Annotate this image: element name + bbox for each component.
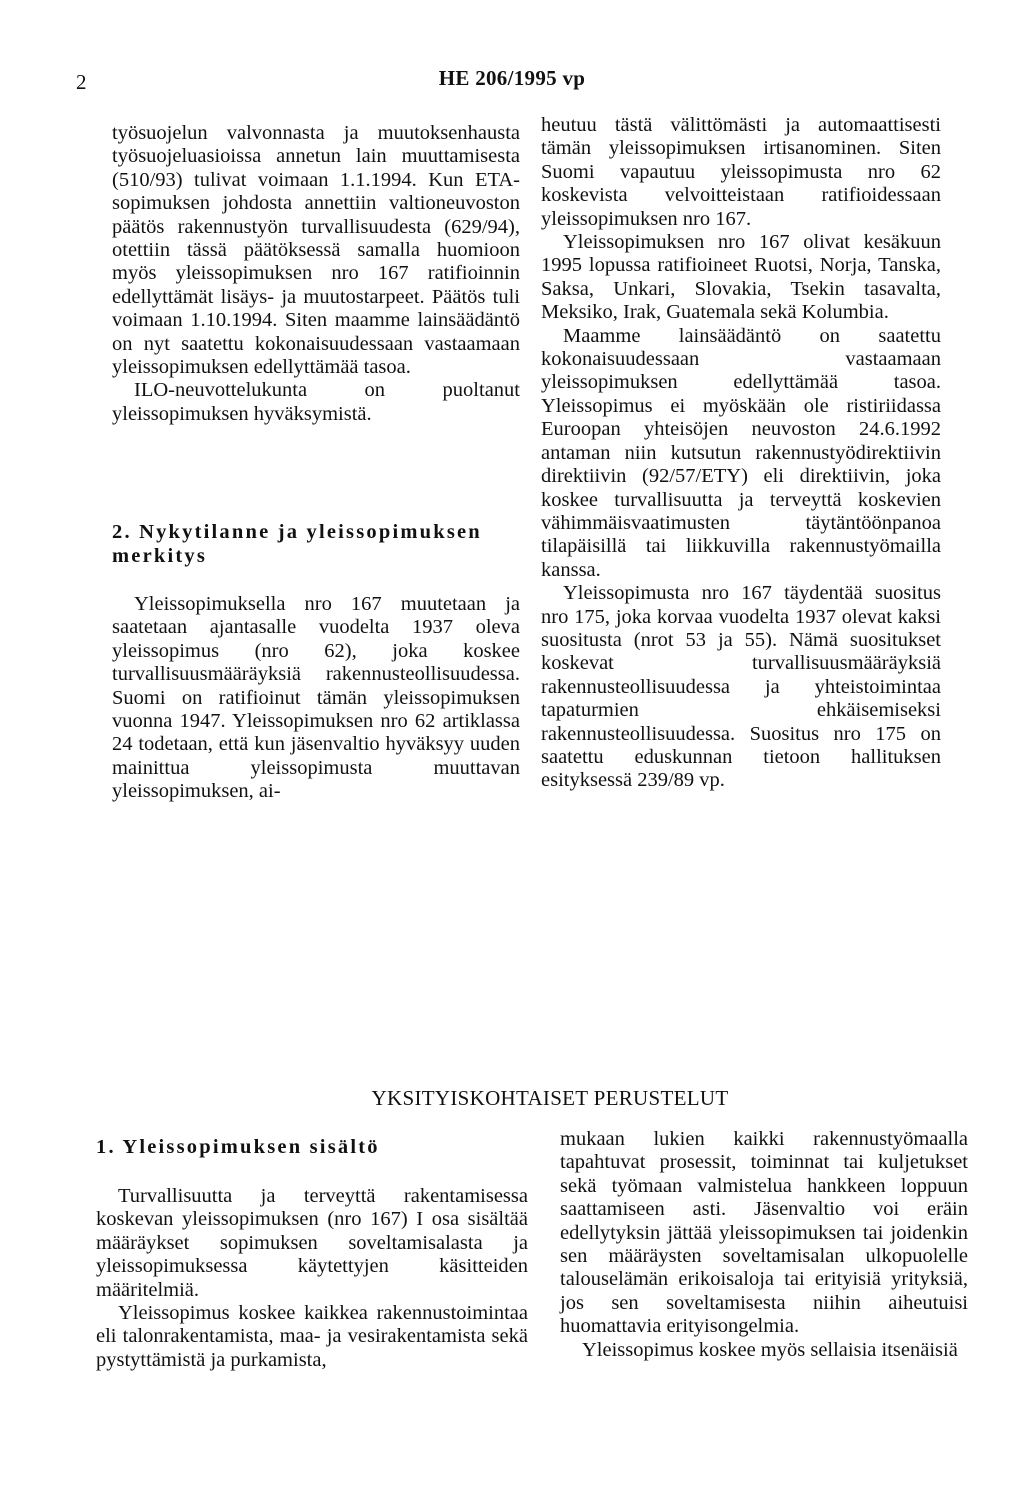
section-2-heading: 2. Nykytilanne ja yleissopimuksen merkitys bbox=[112, 521, 482, 567]
section-1-heading: 1. Yleissopimuksen sisältö bbox=[96, 1136, 380, 1158]
right-column-top bbox=[541, 114, 941, 793]
paragraph: Yleissopimusta nro 167 täydentää suositus nro 175, joka korvaa vuodelta 1937 olevat kaksi suositusta (nrot 53 ja 55). Nämä suositukset koskevat turvallisuusmääräyksiä rakennusteollisuudessa ja yhteistoimintaa tapaturmien ehkäisemiseksi rakennusteollisuudessa. Suositus nro 175 on saatettu eduskunnan tietoon hallituksen esityksessä 239/89 vp. bbox=[541, 582, 941, 792]
paragraph: Yleissopimus koskee myös sellaisia itsenäisiä bbox=[582, 1338, 958, 1361]
left-column-middle bbox=[112, 593, 520, 804]
paragraph: heutuu tästä välittömästi ja automaattisesti tämän yleissopimuksen irtisanominen. Siten Suomi vapautuu yleissopimusta nro 62 koskevista velvoitteistaan ratifioidessaan yleissopimuksen nro 167. bbox=[541, 114, 941, 230]
paragraph: Maamme lainsäädäntö on saatettu kokonaisuudessaan vastaamaan yleissopimuksen edellyttämää tasoa. Yleissopimus ei myöskään ole ristiriidassa Euroopan yhteisöjen neuvoston 24.6.1992 antaman niin kutsutun rakennustyödirektiivin direktiivin (92/57/ETY) eli direktiivin, joka koskee turvallisuutta ja terveyttä koskevien vähimmäisvaatimusten täytäntöönpanoa tilapäisillä tai liikkuvilla rakennustyömailla kanssa. bbox=[541, 324, 941, 581]
right-column-bottom bbox=[560, 1128, 968, 1362]
details-title: YKSITYISKOHTAISET PERUSTELUT bbox=[371, 1086, 729, 1110]
paragraph: ILO-neuvottelukunta on puoltanut yleissopimuksen hyväksymistä. bbox=[112, 379, 520, 425]
paragraph: mukaan lukien kaikki rakennustyömaalla tapahtuvat prosessit, toiminnat tai kuljetukset sekä työmaan valmistelua hankkeen loppuun saattamiseen asti. Jäsenvaltio voi eräin edellytyksin jättää yleissopimuksen tai joidenkin sen määräysten soveltamisalan ulkopuolelle talouselämän erikoisaloja tai erityisiä yrityksiä, jos sen soveltamisesta niihin aiheutuisi huomattavia erityisongelmia. bbox=[560, 1128, 968, 1338]
page-number: 2 bbox=[76, 70, 87, 94]
left-column-top bbox=[112, 122, 520, 426]
paragraph: Yleissopimus koskee kaikkea rakennustoimintaa eli talonrakentamista, maa- ja vesirakentamista sekä pystyttämistä ja purkamista, bbox=[96, 1302, 528, 1371]
paragraph: työsuojelun valvonnasta ja muutoksenhausta työsuojeluasioissa annetun lain muuttamisesta (510/93) tulivat voimaan 1.1.1994. Kun ETA-sopimuksen johdosta annettiin valtioneuvoston päätös rakennustyön turvallisuudesta (629/94), otettiin tässä päätöksessä samalla huomioon myös yleissopimuksen nro 167 ratifioinnin edellyttämät lisäys- ja muutostarpeet. Päätös tuli voimaan 1.10.1994. Siten maamme lainsäädäntö on nyt saatettu kokonaisuudessaan vastaamaan yleissopimuksen edellyttämää tasoa. bbox=[112, 122, 520, 379]
paragraph: Turvallisuutta ja terveyttä rakentamisessa koskevan yleissopimuksen (nro 167) I osa sisältää määräykset sopimuksen soveltamisalasta ja yleissopimuksessa käytettyjen käsitteiden määritelmiä. bbox=[96, 1185, 528, 1301]
paragraph: Yleissopimuksella nro 167 muutetaan ja saatetaan ajantasalle vuodelta 1937 oleva yleissopimus (nro 62), joka koskee turvallisuusmääräyksiä rakennusteollisuudessa. Suomi on ratifioinut tämän yleissopimuksen vuonna 1947. Yleissopimuksen nro 62 artiklassa 24 todetaan, että kun jäsenvaltio hyväksyy uuden mainittua yleissopimusta muuttavan yleissopimuksen, ai- bbox=[112, 593, 520, 803]
running-header: HE 206/1995 vp bbox=[438, 66, 586, 90]
left-column-bottom bbox=[96, 1185, 528, 1372]
paragraph: Yleissopimuksen nro 167 olivat kesäkuun 1995 lopussa ratifioineet Ruotsi, Norja, Tanska, Saksa, Unkari, Slovakia, Tsekin tasavalta, Meksiko, Irak, Guatemala sekä Kolumbia. bbox=[541, 231, 941, 324]
